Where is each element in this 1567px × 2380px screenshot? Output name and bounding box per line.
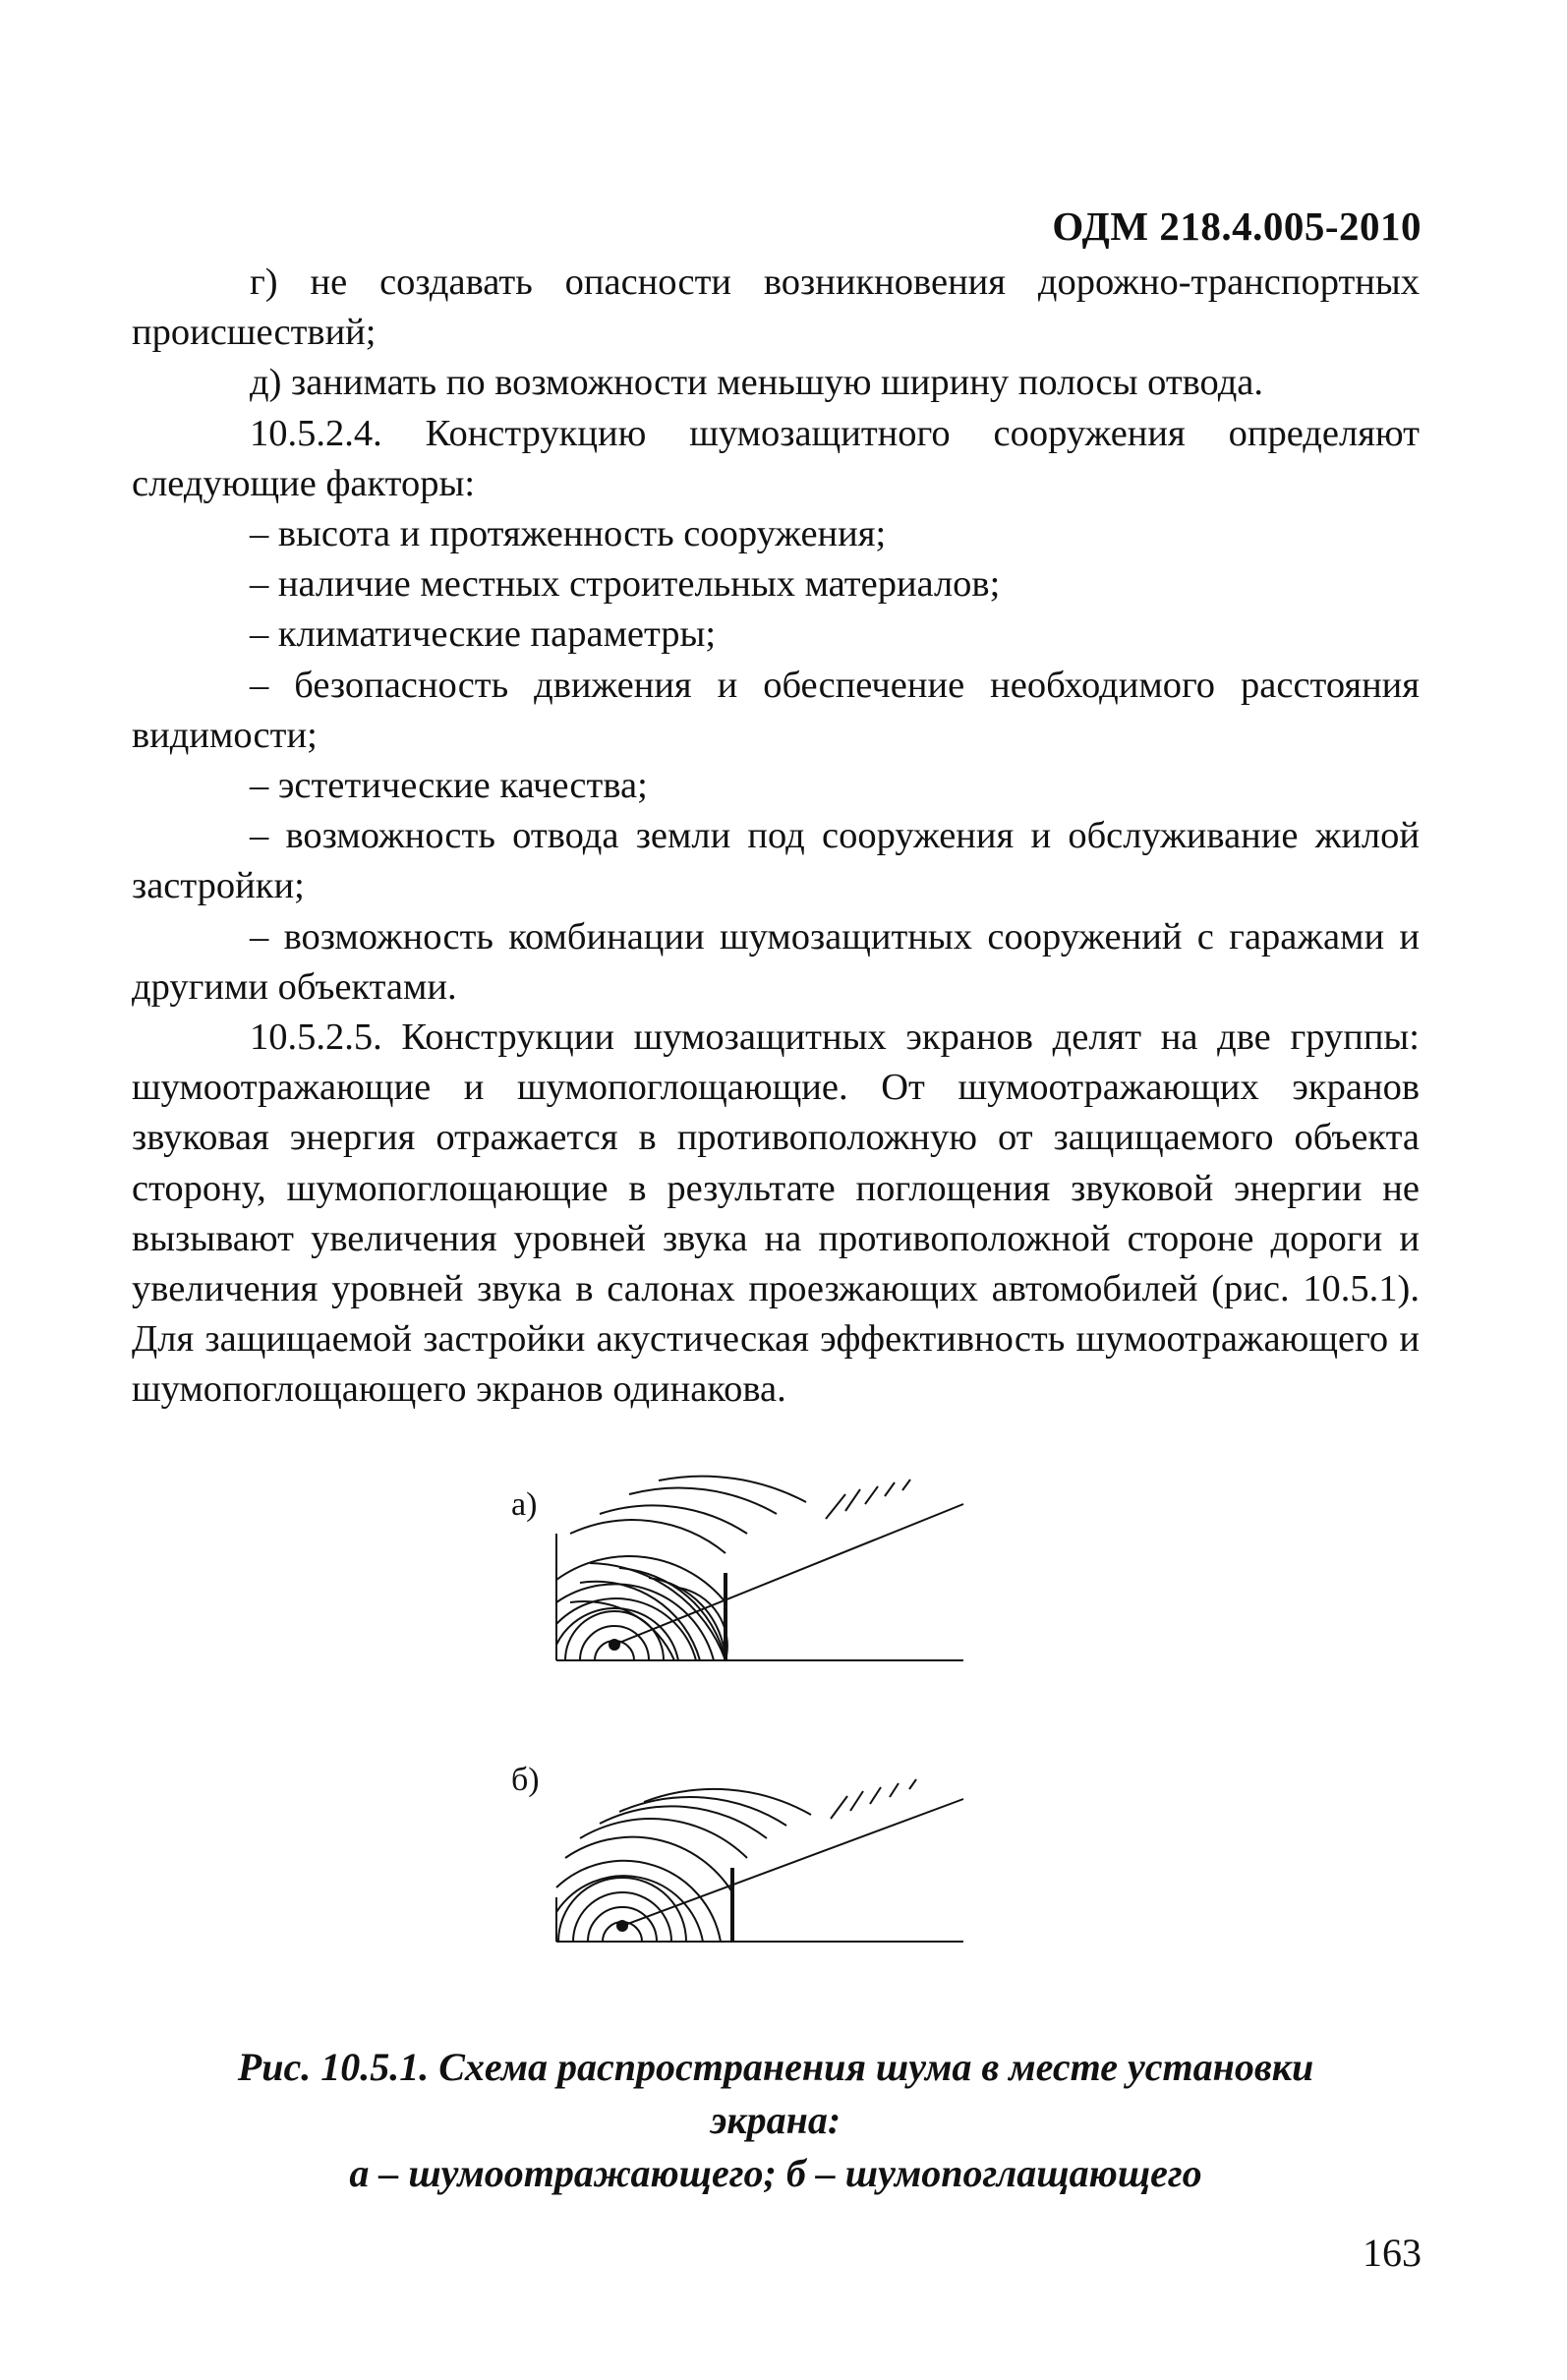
figure-caption bbox=[132, 2041, 1420, 2200]
list-item-land: – возможность отвода земли под сооружения и обслуживание жилой застройки; bbox=[132, 815, 1420, 907]
list-item-combination: – возможность комбинации шумозащитных сооружений с гаражами и другими объектами. bbox=[132, 915, 1420, 1008]
figure-label-a: а) bbox=[511, 1486, 538, 1523]
page-number: 163 bbox=[1363, 2231, 1422, 2275]
diagram-b-absorbing bbox=[556, 1779, 963, 1942]
diagram-a-reflecting bbox=[556, 1477, 963, 1660]
figure-label-b: б) bbox=[511, 1762, 540, 1798]
paragraph-item-d: д) занимать по возможности меньшую ширину полосы отвода. bbox=[250, 362, 1264, 404]
list-item-aesthetics: – эстетические качества; bbox=[250, 765, 648, 807]
list-item-materials: – наличие местных строительных материалов; bbox=[250, 563, 1001, 606]
paragraph-10-5-2-5: 10.5.2.5. Конструкции шумозащитных экранов делят на две группы: шумоотражающие и шумопоглощающие. От шумоотражающих экранов звуковая энергия отражается в противоположную от защищаемого объекта сторону, шумопоглощающие в результате поглощения звуковой энергии не вызывают увеличения уровней звука на противоположной стороне дороги и увеличения уровней звука в салонах проезжающих автомобилей (рис. 10.5.1). Для защищаемой застройки акустическая эффективность шумоотражающего и шумопоглощающего экранов одинакова. bbox=[132, 1016, 1420, 1411]
sight-line-b bbox=[622, 1799, 963, 1926]
diffraction-hatch-b bbox=[831, 1779, 916, 1819]
caption-line-3: а – шумоотражающего; б – шумопоглащающего bbox=[349, 2151, 1202, 2195]
wavefronts-b bbox=[556, 1789, 811, 1942]
list-item-safety: – безопасность движения и обеспечение необходимого расстояния видимости; bbox=[132, 664, 1420, 756]
paragraph-10-5-2-4: 10.5.2.4. Конструкцию шумозащитного сооружения определяют следующие факторы: bbox=[132, 412, 1420, 504]
paragraph-item-g: г) не создавать опасности возникновения дорожно-транспортных происшествий; bbox=[132, 261, 1420, 354]
list-item-climate: – климатические параметры; bbox=[250, 613, 717, 656]
wavefronts-a bbox=[556, 1477, 806, 1660]
list-item-height: – высота и протяженность сооружения; bbox=[250, 513, 887, 555]
diffraction-hatch-a bbox=[826, 1480, 910, 1519]
sight-line-a bbox=[614, 1504, 963, 1645]
document-code-header: ОДМ 218.4.005-2010 bbox=[1052, 203, 1422, 249]
caption-line-2: экрана: bbox=[710, 2098, 842, 2142]
caption-line-1: Рис. 10.5.1. Схема распространения шума в месте установки bbox=[237, 2045, 1314, 2089]
